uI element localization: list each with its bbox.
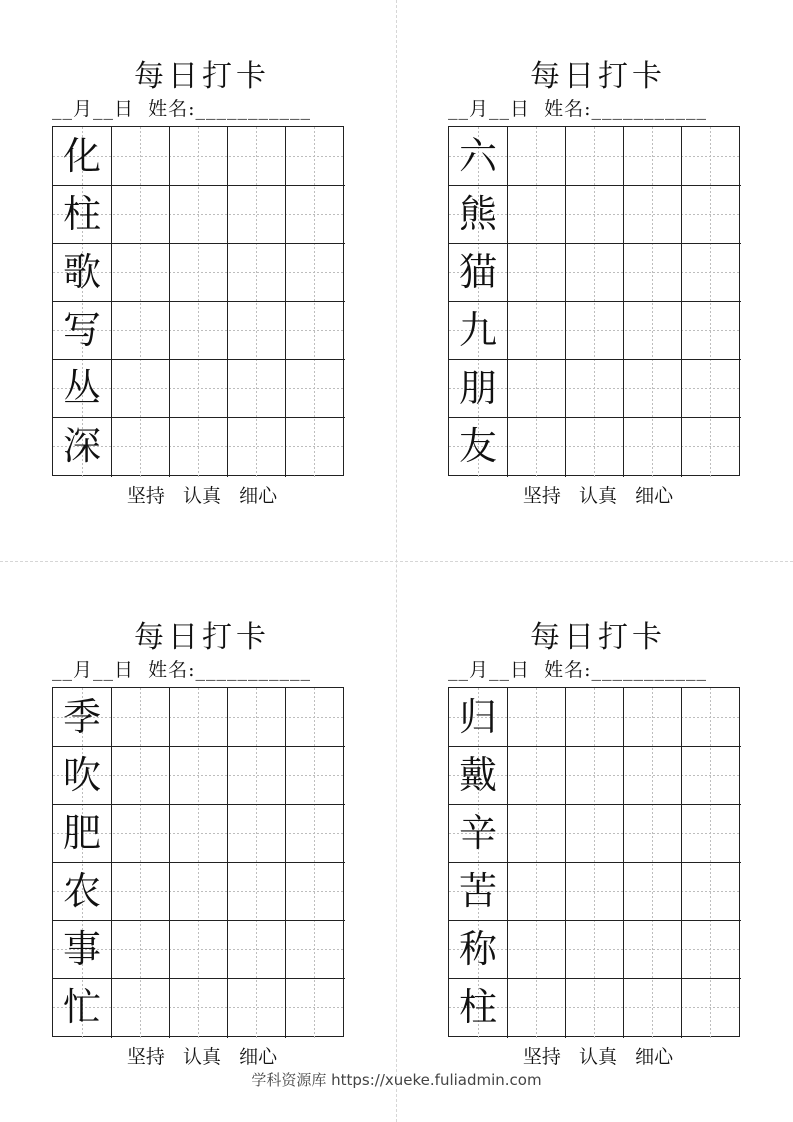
practice-character: 苦 (458, 869, 497, 913)
practice-character: 吹 (62, 753, 101, 797)
practice-card (52, 621, 352, 1081)
practice-character: 季 (62, 695, 101, 739)
practice-card (448, 621, 748, 1081)
practice-character: 熊 (458, 192, 497, 236)
writing-grid[interactable] (52, 126, 344, 476)
practice-character: 化 (62, 134, 101, 178)
practice-character: 柱 (458, 985, 497, 1029)
card-motto: 坚持 认真 细心 (522, 1046, 674, 1068)
card-title: 每日打卡 (530, 59, 666, 94)
card-title: 每日打卡 (530, 620, 666, 655)
card-motto: 坚持 认真 细心 (126, 485, 278, 507)
practice-character: 称 (458, 927, 497, 971)
date-name-line: __月__日 姓名:___________ (448, 98, 707, 120)
practice-character: 肥 (62, 811, 101, 855)
practice-character: 归 (458, 695, 497, 739)
practice-character: 写 (62, 308, 101, 352)
practice-character: 歌 (62, 250, 101, 294)
practice-character: 六 (458, 134, 497, 178)
practice-character: 事 (62, 927, 101, 971)
date-name-line: __月__日 姓名:___________ (52, 659, 311, 681)
practice-character: 柱 (62, 192, 101, 236)
writing-grid[interactable] (448, 687, 740, 1037)
source-watermark: 学科资源库 https://xueke.fuliadmin.com (251, 1071, 542, 1089)
practice-character: 友 (458, 424, 497, 468)
practice-card (448, 60, 748, 520)
practice-character: 戴 (458, 753, 497, 797)
card-motto: 坚持 认真 细心 (522, 485, 674, 507)
date-name-line: __月__日 姓名:___________ (448, 659, 707, 681)
writing-grid[interactable] (52, 687, 344, 1037)
practice-character: 九 (458, 308, 497, 352)
practice-character: 深 (62, 424, 101, 468)
card-title: 每日打卡 (134, 59, 270, 94)
practice-card (52, 60, 352, 520)
writing-grid[interactable] (448, 126, 740, 476)
practice-character: 辛 (458, 811, 497, 855)
practice-character: 忙 (62, 985, 101, 1029)
card-motto: 坚持 认真 细心 (126, 1046, 278, 1068)
horizontal-cut-line (0, 561, 793, 562)
date-name-line: __月__日 姓名:___________ (52, 98, 311, 120)
practice-character: 猫 (458, 250, 497, 294)
practice-character: 丛 (62, 366, 101, 410)
practice-character: 农 (62, 869, 101, 913)
card-title: 每日打卡 (134, 620, 270, 655)
practice-character: 朋 (458, 366, 497, 410)
